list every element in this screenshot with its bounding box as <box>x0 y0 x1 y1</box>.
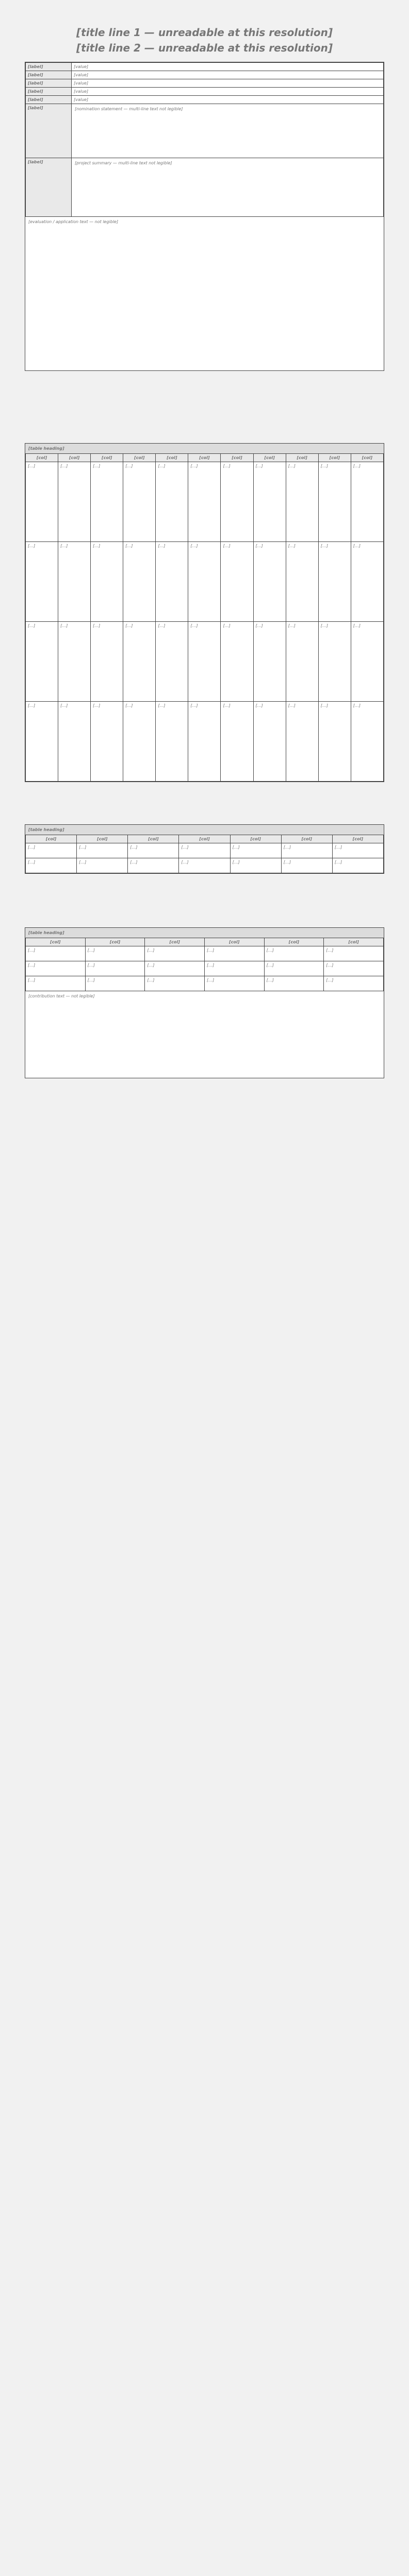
papers-cell: […] <box>156 702 188 782</box>
papers-cell: […] <box>156 462 188 542</box>
basic-value: [value] <box>72 79 384 88</box>
members-column-header: [col] <box>85 938 145 946</box>
title-line-1: [title line 1 — unreadable at this resolution] <box>76 26 333 39</box>
basic-value: [value] <box>72 88 384 96</box>
papers-cell: […] <box>91 462 123 542</box>
patents-cell: […] <box>26 843 77 858</box>
papers-table <box>25 453 384 782</box>
page-title <box>0 25 409 56</box>
patents-block <box>25 824 384 874</box>
members-column-header: [col] <box>26 938 86 946</box>
papers-cell: […] <box>318 542 351 622</box>
evaluation-block <box>25 216 384 371</box>
patents-heading: [table heading] <box>25 825 384 835</box>
members-row <box>26 961 384 976</box>
papers-cell: […] <box>58 622 91 702</box>
papers-cell: […] <box>91 622 123 702</box>
members-cell: […] <box>26 961 86 976</box>
papers-row <box>26 622 384 702</box>
papers-cell: […] <box>253 462 286 542</box>
papers-column-header: [col] <box>188 454 221 462</box>
papers-cell: […] <box>91 542 123 622</box>
papers-cell: […] <box>58 462 91 542</box>
members-cell: […] <box>264 961 324 976</box>
members-cell: […] <box>264 946 324 961</box>
basic-row <box>26 96 384 104</box>
opinion-text: [nomination statement — multi-line text not legible] <box>72 104 384 158</box>
papers-cell: […] <box>123 542 156 622</box>
members-heading: [table heading] <box>25 928 384 938</box>
papers-cell: […] <box>188 702 221 782</box>
opinion-label: [label] <box>26 104 72 158</box>
papers-cell: […] <box>221 462 253 542</box>
papers-row <box>26 542 384 622</box>
basic-label: [label] <box>26 63 72 71</box>
members-table <box>25 938 384 991</box>
patents-cell: […] <box>128 858 179 873</box>
papers-cell: […] <box>58 542 91 622</box>
summary-text: [project summary — multi-line text not legible] <box>72 158 384 219</box>
papers-cell: […] <box>26 622 58 702</box>
patents-cell: […] <box>77 843 128 858</box>
papers-column-header: [col] <box>58 454 91 462</box>
papers-block <box>25 443 384 782</box>
patents-column-header: [col] <box>332 835 383 843</box>
papers-cell: […] <box>318 622 351 702</box>
members-cell: […] <box>204 976 264 991</box>
basic-row <box>26 71 384 79</box>
basic-value: [value] <box>72 71 384 79</box>
papers-cell: […] <box>351 622 383 702</box>
members-column-header: [col] <box>204 938 264 946</box>
members-cell: […] <box>204 961 264 976</box>
papers-cell: […] <box>26 462 58 542</box>
papers-cell: […] <box>156 622 188 702</box>
patents-cell: […] <box>230 843 281 858</box>
patents-cell: […] <box>230 858 281 873</box>
papers-cell: […] <box>26 702 58 782</box>
papers-column-header: [col] <box>26 454 58 462</box>
patents-cell: […] <box>281 843 332 858</box>
members-cell: […] <box>26 946 86 961</box>
papers-column-header: [col] <box>351 454 383 462</box>
papers-cell: […] <box>123 622 156 702</box>
basic-label: [label] <box>26 79 72 88</box>
patents-column-header: [col] <box>230 835 281 843</box>
members-row <box>26 946 384 961</box>
summary-label: [label] <box>26 158 72 219</box>
patents-cell: […] <box>332 858 383 873</box>
papers-cell: […] <box>351 542 383 622</box>
basic-row <box>26 79 384 88</box>
members-block <box>25 927 384 1078</box>
papers-column-header: [col] <box>286 454 318 462</box>
patents-column-header: [col] <box>77 835 128 843</box>
patents-table <box>25 835 384 873</box>
papers-cell: […] <box>286 702 318 782</box>
papers-cell: […] <box>253 622 286 702</box>
papers-cell: […] <box>221 622 253 702</box>
members-cell: […] <box>85 946 145 961</box>
papers-cell: […] <box>188 622 221 702</box>
members-cell: […] <box>324 961 384 976</box>
papers-cell: […] <box>253 542 286 622</box>
members-column-header: [col] <box>324 938 384 946</box>
patents-cell: […] <box>281 858 332 873</box>
patents-cell: […] <box>179 843 230 858</box>
papers-cell: […] <box>351 702 383 782</box>
basic-value: [value] <box>72 63 384 71</box>
members-cell: […] <box>264 976 324 991</box>
title-line-2: [title line 2 — unreadable at this resolution] <box>76 42 333 54</box>
papers-column-header: [col] <box>221 454 253 462</box>
patents-cell: […] <box>77 858 128 873</box>
evaluation-text: [evaluation / application text — not legible] <box>28 219 119 224</box>
members-cell: […] <box>85 976 145 991</box>
members-cell: […] <box>145 976 205 991</box>
papers-cell: […] <box>123 462 156 542</box>
papers-cell: […] <box>221 702 253 782</box>
members-cell: […] <box>145 961 205 976</box>
members-cell: […] <box>324 976 384 991</box>
members-cell: […] <box>85 961 145 976</box>
papers-cell: […] <box>351 462 383 542</box>
papers-heading: [table heading] <box>25 444 384 453</box>
papers-cell: […] <box>318 702 351 782</box>
patents-row <box>26 843 384 858</box>
papers-column-header: [col] <box>123 454 156 462</box>
patents-cell: […] <box>179 858 230 873</box>
papers-cell: […] <box>188 542 221 622</box>
patents-column-header: [col] <box>26 835 77 843</box>
members-note: [contribution text — not legible] <box>28 994 95 998</box>
papers-cell: […] <box>26 542 58 622</box>
basic-info-block <box>25 62 384 220</box>
patents-column-header: [col] <box>281 835 332 843</box>
papers-row <box>26 462 384 542</box>
basic-label: [label] <box>26 96 72 104</box>
papers-cell: […] <box>123 702 156 782</box>
papers-cell: […] <box>286 542 318 622</box>
basic-row <box>26 88 384 96</box>
papers-cell: […] <box>221 542 253 622</box>
members-row <box>26 976 384 991</box>
basic-label: [label] <box>26 88 72 96</box>
papers-row <box>26 702 384 782</box>
papers-cell: […] <box>58 702 91 782</box>
basic-label: [label] <box>26 71 72 79</box>
members-cell: […] <box>204 946 264 961</box>
patents-cell: […] <box>128 843 179 858</box>
patents-column-header: [col] <box>179 835 230 843</box>
members-cell: […] <box>324 946 384 961</box>
basic-value: [value] <box>72 96 384 104</box>
patents-cell: […] <box>26 858 77 873</box>
papers-cell: […] <box>156 542 188 622</box>
papers-column-header: [col] <box>318 454 351 462</box>
papers-cell: […] <box>188 462 221 542</box>
papers-cell: […] <box>91 702 123 782</box>
basic-info-table <box>25 62 384 219</box>
papers-column-header: [col] <box>253 454 286 462</box>
patents-row <box>26 858 384 873</box>
patents-column-header: [col] <box>128 835 179 843</box>
basic-row <box>26 63 384 71</box>
papers-cell: […] <box>318 462 351 542</box>
papers-cell: […] <box>253 702 286 782</box>
papers-cell: […] <box>286 462 318 542</box>
papers-column-header: [col] <box>156 454 188 462</box>
members-cell: […] <box>26 976 86 991</box>
members-cell: […] <box>145 946 205 961</box>
patents-cell: […] <box>332 843 383 858</box>
papers-cell: […] <box>286 622 318 702</box>
papers-column-header: [col] <box>91 454 123 462</box>
members-column-header: [col] <box>145 938 205 946</box>
members-column-header: [col] <box>264 938 324 946</box>
